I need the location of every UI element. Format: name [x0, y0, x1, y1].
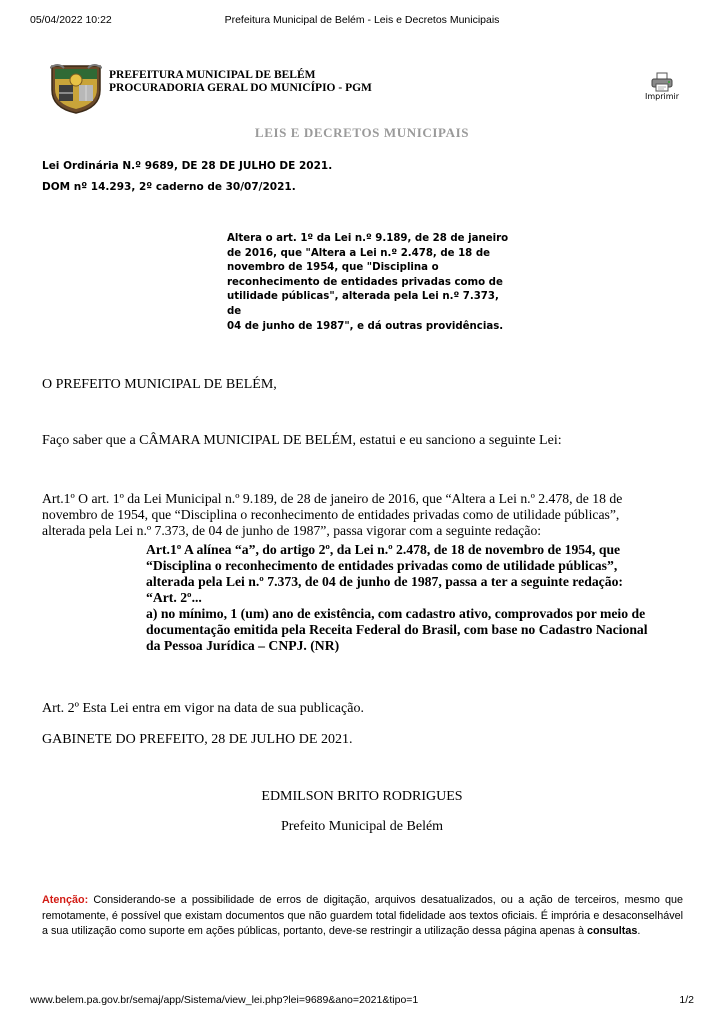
print-page-title: Prefeitura Municipal de Belém - Leis e Decretos Municipais: [224, 14, 500, 26]
org-line-1: PREFEITURA MUNICIPAL DE BELÉM: [109, 69, 316, 81]
summary-line: reconhecimento de entidades privadas como de: [227, 276, 503, 288]
amended-line: da Pessoa Jurídica – CNPJ. (NR): [146, 638, 340, 653]
print-url: www.belem.pa.gov.br/semaj/app/Sistema/view_lei.php?lei=9689&ano=2021&tipo=1: [30, 994, 419, 1006]
section-title: LEIS E DECRETOS MUNICIPAIS: [254, 125, 470, 140]
summary-line: 04 de junho de 1987", e dá outras providências.: [227, 320, 504, 332]
print-datetime: 05/04/2022 10:22: [30, 14, 112, 26]
amended-line: alterada pela Lei n.º 7.373, de 04 de junho de 1987, passa a ter a seguinte redação:: [146, 574, 623, 589]
article-2: Art. 2º Esta Lei entra em vigor na data de sua publicação.: [42, 701, 364, 716]
disclaimer: [42, 893, 683, 940]
amended-line: Art.1º A alínea “a”, do artigo 2º, da Lei n.º 2.478, de 18 de novembro de 1954, que: [146, 542, 621, 557]
disclaimer-text: Considerando-se a possibilidade de erros de digitação, arquivos desatualizados, ou a ação de terceiros, mesmo que remotamente, é possível que existam documentos que não guardem total fidelidade aos textos oficiais. É imprória e desaconselhável a sua utilização como suporte em ações públicas, portanto, deve-se restringir a utilização dessa página apenas à: [42, 894, 683, 937]
print-page-number: 1/2: [679, 994, 694, 1006]
article-1-line: novembro de 1954, que “Disciplina o reconhecimento de entidades privadas como de utilidade públicas”,: [42, 507, 620, 522]
opening-statement: O PREFEITO MUNICIPAL DE BELÉM,: [42, 377, 277, 392]
disclaimer-tail: .: [637, 925, 641, 937]
closing-statement: GABINETE DO PREFEITO, 28 DE JULHO DE 2021.: [42, 732, 353, 747]
printer-icon: [640, 72, 684, 92]
disclaimer-emphasis: consultas: [586, 925, 638, 937]
organization-name: [109, 69, 372, 95]
law-number: Lei Ordinária N.º 9689, DE 28 DE JULHO DE 2021.: [42, 160, 333, 172]
article-1-line: alterada pela Lei n.º 7.373, de 04 de junho de 1987”, passa vigorar com a seguinte redação:: [42, 523, 542, 538]
print-footer: [30, 994, 694, 1008]
article-1-line: Art.1º O art. 1º da Lei Municipal n.º 9.189, de 28 de janeiro de 2016, que “Altera a Lei n.º 2.478, de 18 de: [42, 491, 623, 506]
promulgation-text: Faço saber que a CÂMARA MUNICIPAL DE BELÉM, estatui e eu sanciono a seguinte Lei:: [42, 433, 562, 448]
print-label: Imprimir: [644, 92, 680, 101]
summary-line: utilidade públicas", alterada pela Lei n.º 7.373, de: [227, 291, 499, 317]
city-crest-icon: [50, 60, 102, 114]
summary-line: novembro de 1954, que "Disciplina o: [227, 262, 439, 274]
print-button[interactable]: [640, 72, 684, 102]
signatory-title: Prefeito Municipal de Belém: [280, 819, 444, 834]
law-summary: [227, 232, 509, 334]
amended-line: a) no mínimo, 1 (um) ano de existência, com cadastro ativo, comprovados por meio de: [146, 606, 646, 621]
amended-line: documentação emitida pela Receita Federal do Brasil, com base no Cadastro Nacional: [146, 622, 648, 637]
amended-line: “Art. 2º...: [146, 590, 202, 605]
summary-line: Altera o art. 1º da Lei n.º 9.189, de 28 de janeiro: [227, 233, 509, 244]
dom-reference: DOM nº 14.293, 2º caderno de 30/07/2021.: [42, 181, 296, 193]
signatory-name: EDMILSON BRITO RODRIGUES: [261, 789, 463, 804]
org-line-2: PROCURADORIA GERAL DO MUNICÍPIO - PGM: [109, 82, 372, 94]
summary-line: de 2016, que "Altera a Lei n.º 2.478, de 18 de: [227, 247, 491, 259]
amended-text: [146, 542, 683, 654]
print-header: [30, 14, 694, 28]
amended-line: “Disciplina o reconhecimento de entidades privadas como de utilidade públicas”,: [146, 558, 618, 573]
article-1: [42, 491, 683, 539]
disclaimer-lead: Atenção:: [42, 894, 89, 906]
